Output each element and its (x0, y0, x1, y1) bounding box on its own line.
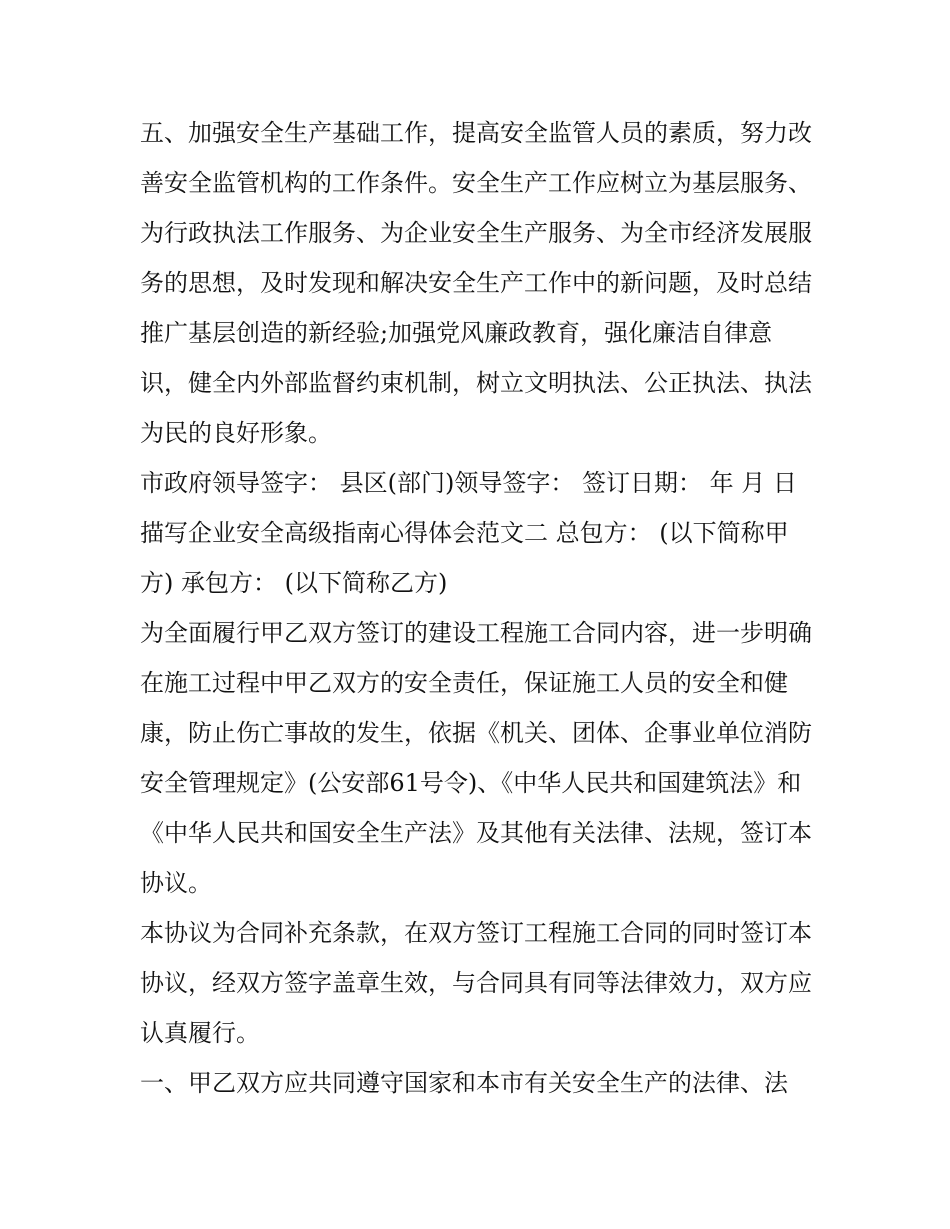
paragraph-supplement: 本协议为合同补充条款，在双方签订工程施工合同的同时签订本协议，经双方签字盖章生效，与合同具有同等法律效力，双方应认真履行。 (140, 919, 812, 1047)
paragraph-clause-one: 一、甲乙双方应共同遵守国家和本市有关安全生产的法律、法 (140, 1069, 788, 1097)
paragraph-signatures: 市政府领导签字： 县区(部门)领导签字： 签订日期： 年 月 日 描写企业安全高级指南心得体会范文二 总包方： (以下简称甲方) 承包方： (以下简称乙方) (140, 469, 797, 597)
paragraph-purpose: 为全面履行甲乙双方签订的建设工程施工合同内容，进一步明确在施工过程中甲乙双方的安全责任，保证施工人员的安全和健康，防止伤亡事故的发生，依据《机关、团体、企事业单位消防安全管理规定》(公安部61号令)、《中华人民共和国建筑法》和《中华人民共和国安全生产法》及其他有关法律、法规，签订本协议。 (140, 619, 812, 897)
paragraph-section-five: 五、加强安全生产基础工作，提高安全监管人员的素质，努力改善安全监管机构的工作条件。安全生产工作应树立为基层服务、为行政执法工作服务、为企业安全生产服务、为全市经济发展服务的思想，及时发现和解决安全生产工作中的新问题，及时总结推广基层创造的新经验;加强党风廉政教育，强化廉洁自律意识，健全内外部监督约束机制，树立文明执法、公正执法、执法为民的良好形象。 (140, 119, 812, 447)
document-body (140, 108, 815, 1108)
